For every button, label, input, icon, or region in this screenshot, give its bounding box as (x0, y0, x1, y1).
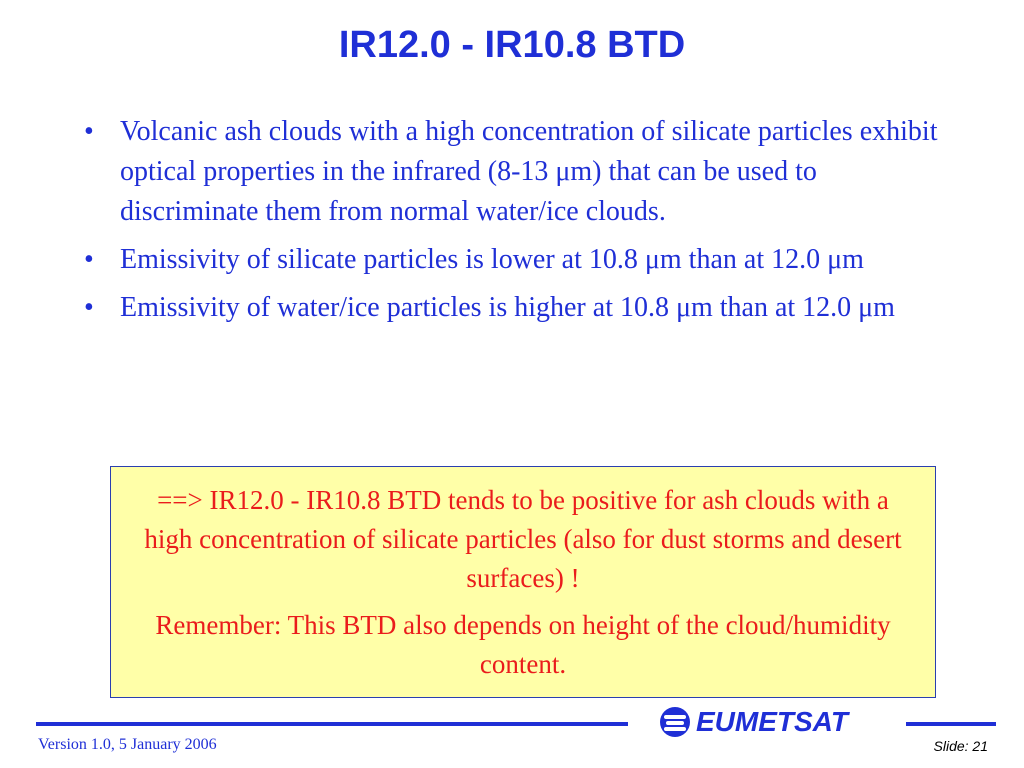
eumetsat-logo-icon (660, 707, 690, 737)
bullet-marker: • (84, 116, 94, 147)
note-reminder: Remember: This BTD also depends on height of the cloud/humidity content. (155, 610, 891, 679)
highlight-note-box (110, 466, 936, 698)
note-conclusion: ==> IR12.0 - IR10.8 BTD tends to be positive for ash clouds with a high concentration of silicate particles (also for dust storms and desert surfaces) ! (144, 485, 902, 593)
eumetsat-logo (660, 704, 848, 740)
bullet-text: Volcanic ash clouds with a high concentration of silicate particles exhibit optical properties in the infrared (8-13 μm) that can be used to discriminate them from normal water/ice clouds. (120, 116, 938, 227)
logo-text: EUMETSAT (696, 706, 848, 737)
bullet-text: Emissivity of silicate particles is lower at 10.8 μm than at 12.0 μm (120, 244, 864, 275)
slide-number: Slide: 21 (933, 738, 988, 754)
slide-title: IR12.0 - IR10.8 BTD (338, 24, 686, 66)
bullet-list (84, 112, 954, 336)
bullet-item (84, 288, 954, 328)
bullet-item (84, 240, 954, 280)
bullet-item (84, 112, 954, 232)
footer-divider-left (36, 722, 628, 726)
version-label: Version 1.0, 5 January 2006 (38, 736, 217, 753)
bullet-text: Emissivity of water/ice particles is higher at 10.8 μm than at 12.0 μm (120, 292, 895, 323)
footer-divider-right (906, 722, 996, 726)
bullet-marker: • (84, 244, 94, 275)
bullet-marker: • (84, 292, 94, 323)
